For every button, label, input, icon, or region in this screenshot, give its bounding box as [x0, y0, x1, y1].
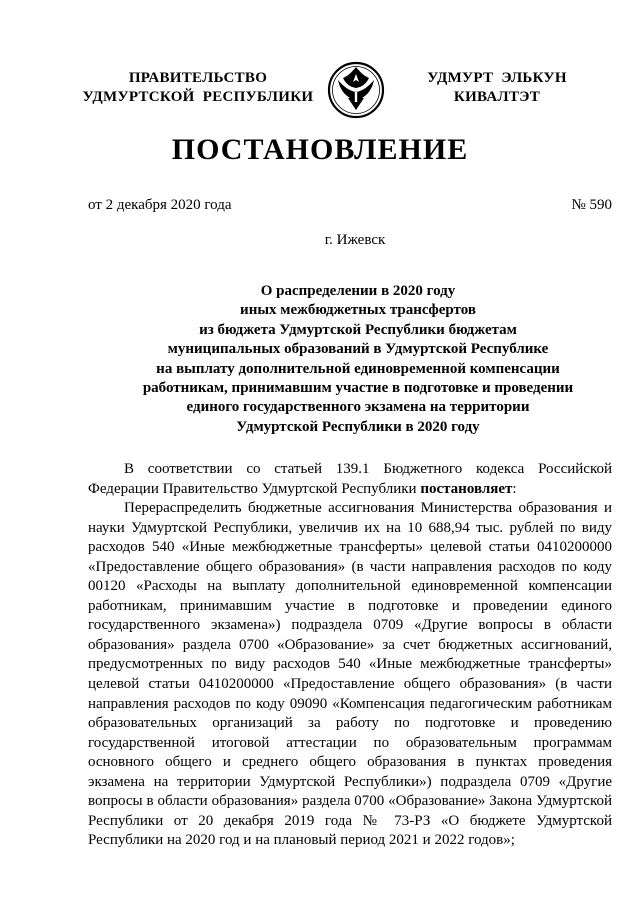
document-type: ПОСТАНОВЛЕНИЕ — [171, 133, 469, 166]
title-line: из бюджета Удмуртской Республики бюджетам — [199, 321, 517, 338]
header-right-line1: УДМУРТ ЭЛЬКУН — [427, 70, 567, 86]
title-line: Удмуртской Республики в 2020 году — [236, 418, 480, 435]
document-date: от 2 декабря 2020 года — [88, 197, 232, 213]
paragraph-item-1: Перераспределить бюджетные ассигнования Министерства образования и науки Удмуртской Республики, увеличив их на 10 688,94 тыс. рублей по виду расходов 540 «Иные межбюджетные трансферты» целевой статьи 0410200000 «Предоставление общего образования» (в части направления расходов по коду 00120 «Расходы на выплату дополнительной единовременной компенсации работникам, принимавшим участие в подготовке и проведении единого государственного экзамена») подраздела 0709 «Другие вопросы в области образования» раздела 0700 «Образование» за счет бюджетных ассигнований, предусмотренных по виду расходов 540 «Иные межбюджетные трансферты» целевой статьи 0410200000 «Предоставление общего образования» (в части направления расходов по коду 09090 «Компенсация педагогическим работникам образовательных организаций за работу по подготовке и проведению государственной итоговой аттестации по образовательным программам основного общего и среднего общего образования в пунктах проведения экзамена на территории Удмуртской Республики») подраздела 0709 «Другие вопросы в области образования» раздела 0700 «Образование» Закона Удмуртской Республики от 20 декабря 2019 года № 73-РЗ «О бюджете Удмуртской Республики на 2020 год и на плановый период 2021 и 2022 годов»; — [88, 500, 612, 849]
document-title — [88, 282, 628, 437]
document-number: № 590 — [571, 197, 612, 213]
title-line: иных межбюджетных трансфертов — [240, 302, 476, 319]
header-left-line1: ПРАВИТЕЛЬСТВО — [128, 70, 268, 86]
header-left-line2: УДМУРТСКОЙ РЕСПУБЛИКИ — [82, 89, 314, 105]
header-right-line2: КИВАЛТЭТ — [453, 89, 541, 105]
preamble-text: В соответствии со статьей 139.1 Бюджетного кодекса Российской Федерации Правительство Удмуртской Республики — [88, 461, 612, 497]
title-line: на выплату дополнительной единовременной компенсации — [156, 360, 560, 377]
header-right-block — [412, 69, 582, 107]
document-city: г. Ижевск — [324, 232, 386, 248]
title-line: единого государственного экзамена на территории — [186, 399, 530, 416]
header-left-block — [78, 69, 318, 107]
title-line: муниципальных образований в Удмуртской Республике — [167, 341, 549, 358]
udmurt-coat-of-arms-icon — [326, 60, 386, 120]
preamble-colon: : — [512, 480, 517, 497]
document-body — [88, 460, 612, 851]
paragraph-preamble — [88, 460, 612, 499]
preamble-verb: постановляет — [420, 480, 513, 497]
title-line: работникам, принимавшим участие в подготовке и проведении — [142, 380, 574, 397]
title-line: О распределении в 2020 году — [260, 283, 456, 299]
